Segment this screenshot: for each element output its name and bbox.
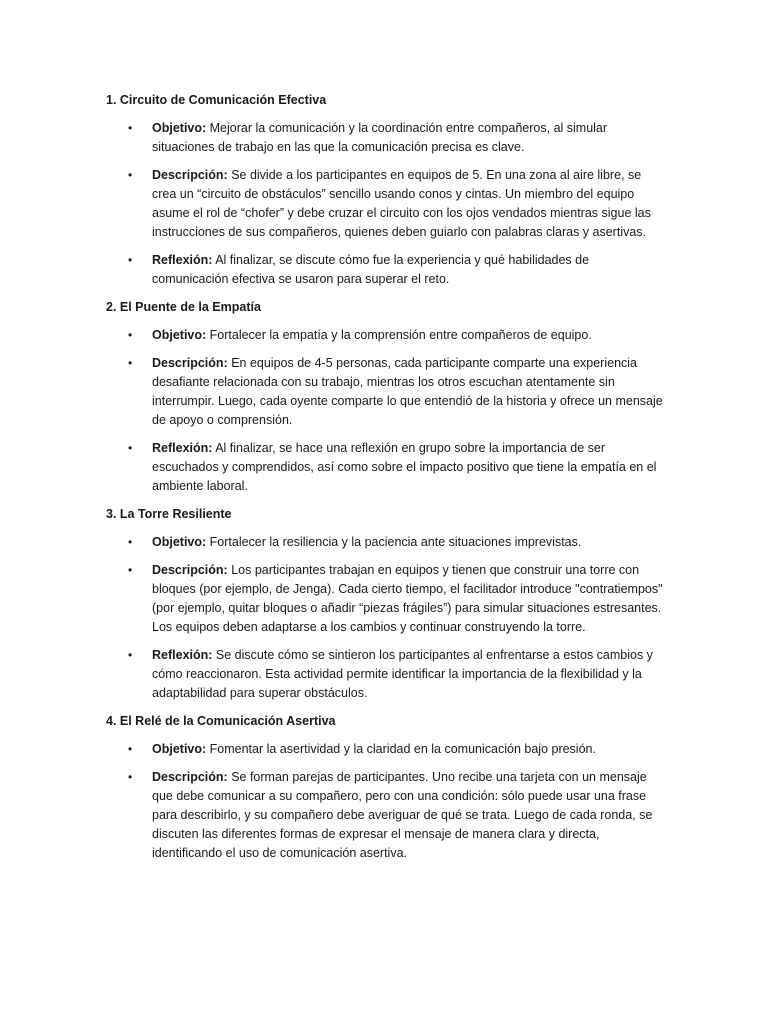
list-item [106, 533, 666, 552]
item-text: Al finalizar, se hace una reflexión en grupo sobre la importancia de ser escuchados y comprendidos, así como sobre el impacto positivo que tiene la empatía en el ambiente laboral. [152, 441, 657, 493]
bullet-icon: • [128, 770, 133, 784]
item-text: Se forman parejas de participantes. Uno recibe una tarjeta con un mensaje que debe comunicar a su compañero, pero con una condición: sólo puede usar una frase para describirlo, y su compañero debe averiguar de qué se trata. Luego de cada ronda, se discuten las diferentes formas de expresar el mensaje de manera clara y directa, identificando el uso de comunicación asertiva. [152, 770, 653, 860]
item-label: Descripción: [152, 168, 228, 182]
item-label: Reflexión: [152, 441, 213, 455]
bullet-icon: • [128, 121, 133, 135]
item-text: Al finalizar, se discute cómo fue la experiencia y qué habilidades de comunicación efectiva se usaron para superar el reto. [152, 253, 590, 286]
item-label: Descripción: [152, 770, 228, 784]
bullet-list [106, 533, 666, 703]
bullet-icon: • [128, 253, 133, 267]
bullet-icon: • [128, 563, 133, 577]
item-text: En equipos de 4-5 personas, cada participante comparte una experiencia desafiante relacionada con su trabajo, mientras los otros escuchan atentamente sin interrumpir. Luego, cada oyente comparte lo que entendió de la historia y ofrece un mensaje de apoyo o comprensión. [152, 356, 663, 427]
section-2 [106, 298, 666, 496]
list-item [106, 166, 666, 242]
list-item [106, 326, 666, 345]
list-item [106, 561, 666, 637]
item-label: Objetivo: [152, 742, 207, 756]
item-label: Descripción: [152, 563, 228, 577]
list-item [106, 740, 666, 759]
list-item [106, 439, 666, 496]
bullet-list [106, 740, 666, 863]
item-text: Los participantes trabajan en equipos y tienen que construir una torre con bloques (por ejemplo, de Jenga). Cada cierto tiempo, el facilitador introduce "contratiempos" (por ejemplo, quitar bloques o añadir “piezas frágiles”) para simular situaciones estresantes. Los equipos deben adaptarse a los cambios y continuar construyendo la torre. [152, 563, 663, 634]
item-label: Objetivo: [152, 535, 207, 549]
item-text: Se discute cómo se sintieron los participantes al enfrentarse a estos cambios y cómo reaccionaron. Esta actividad permite identificar la importancia de la flexibilidad y la adaptabilidad para superar obstáculos. [152, 648, 653, 700]
item-label: Reflexión: [152, 253, 213, 267]
list-item [106, 646, 666, 703]
bullet-icon: • [128, 168, 133, 182]
bullet-icon: • [128, 328, 133, 342]
section-title: 1. Circuito de Comunicación Efectiva [106, 93, 327, 107]
bullet-icon: • [128, 441, 133, 455]
item-label: Objetivo: [152, 328, 207, 342]
bullet-icon: • [128, 535, 133, 549]
section-title: 2. El Puente de la Empatía [106, 300, 261, 314]
bullet-list [106, 326, 666, 496]
list-item [106, 354, 666, 430]
list-item [106, 251, 666, 289]
item-label: Reflexión: [152, 648, 213, 662]
bullet-list [106, 119, 666, 289]
list-item [106, 119, 666, 157]
document-page [106, 91, 666, 872]
section-4 [106, 712, 666, 863]
bullet-icon: • [128, 742, 133, 756]
section-title: 4. El Relé de la Comunicación Asertiva [106, 714, 336, 728]
section-title: 3. La Torre Resiliente [106, 507, 232, 521]
item-text: Mejorar la comunicación y la coordinación entre compañeros, al simular situaciones de trabajo en las que la comunicación precisa es clave. [152, 121, 608, 154]
bullet-icon: • [128, 648, 133, 662]
item-text: Fomentar la asertividad y la claridad en la comunicación bajo presión. [206, 742, 596, 756]
section-1 [106, 91, 666, 289]
item-label: Objetivo: [152, 121, 207, 135]
item-label: Descripción: [152, 356, 228, 370]
item-text: Se divide a los participantes en equipos de 5. En una zona al aire libre, se crea un “circuito de obstáculos” sencillo usando conos y cintas. Un miembro del equipo asume el rol de “chofer” y debe cruzar el circuito con los ojos vendados mientras sigue las instrucciones de sus compañeros, quienes deben guiarlo con palabras claras y asertivas. [152, 168, 651, 239]
item-text: Fortalecer la empatía y la comprensión entre compañeros de equipo. [206, 328, 592, 342]
list-item [106, 768, 666, 863]
section-3 [106, 505, 666, 703]
bullet-icon: • [128, 356, 133, 370]
item-text: Fortalecer la resiliencia y la paciencia ante situaciones imprevistas. [206, 535, 582, 549]
